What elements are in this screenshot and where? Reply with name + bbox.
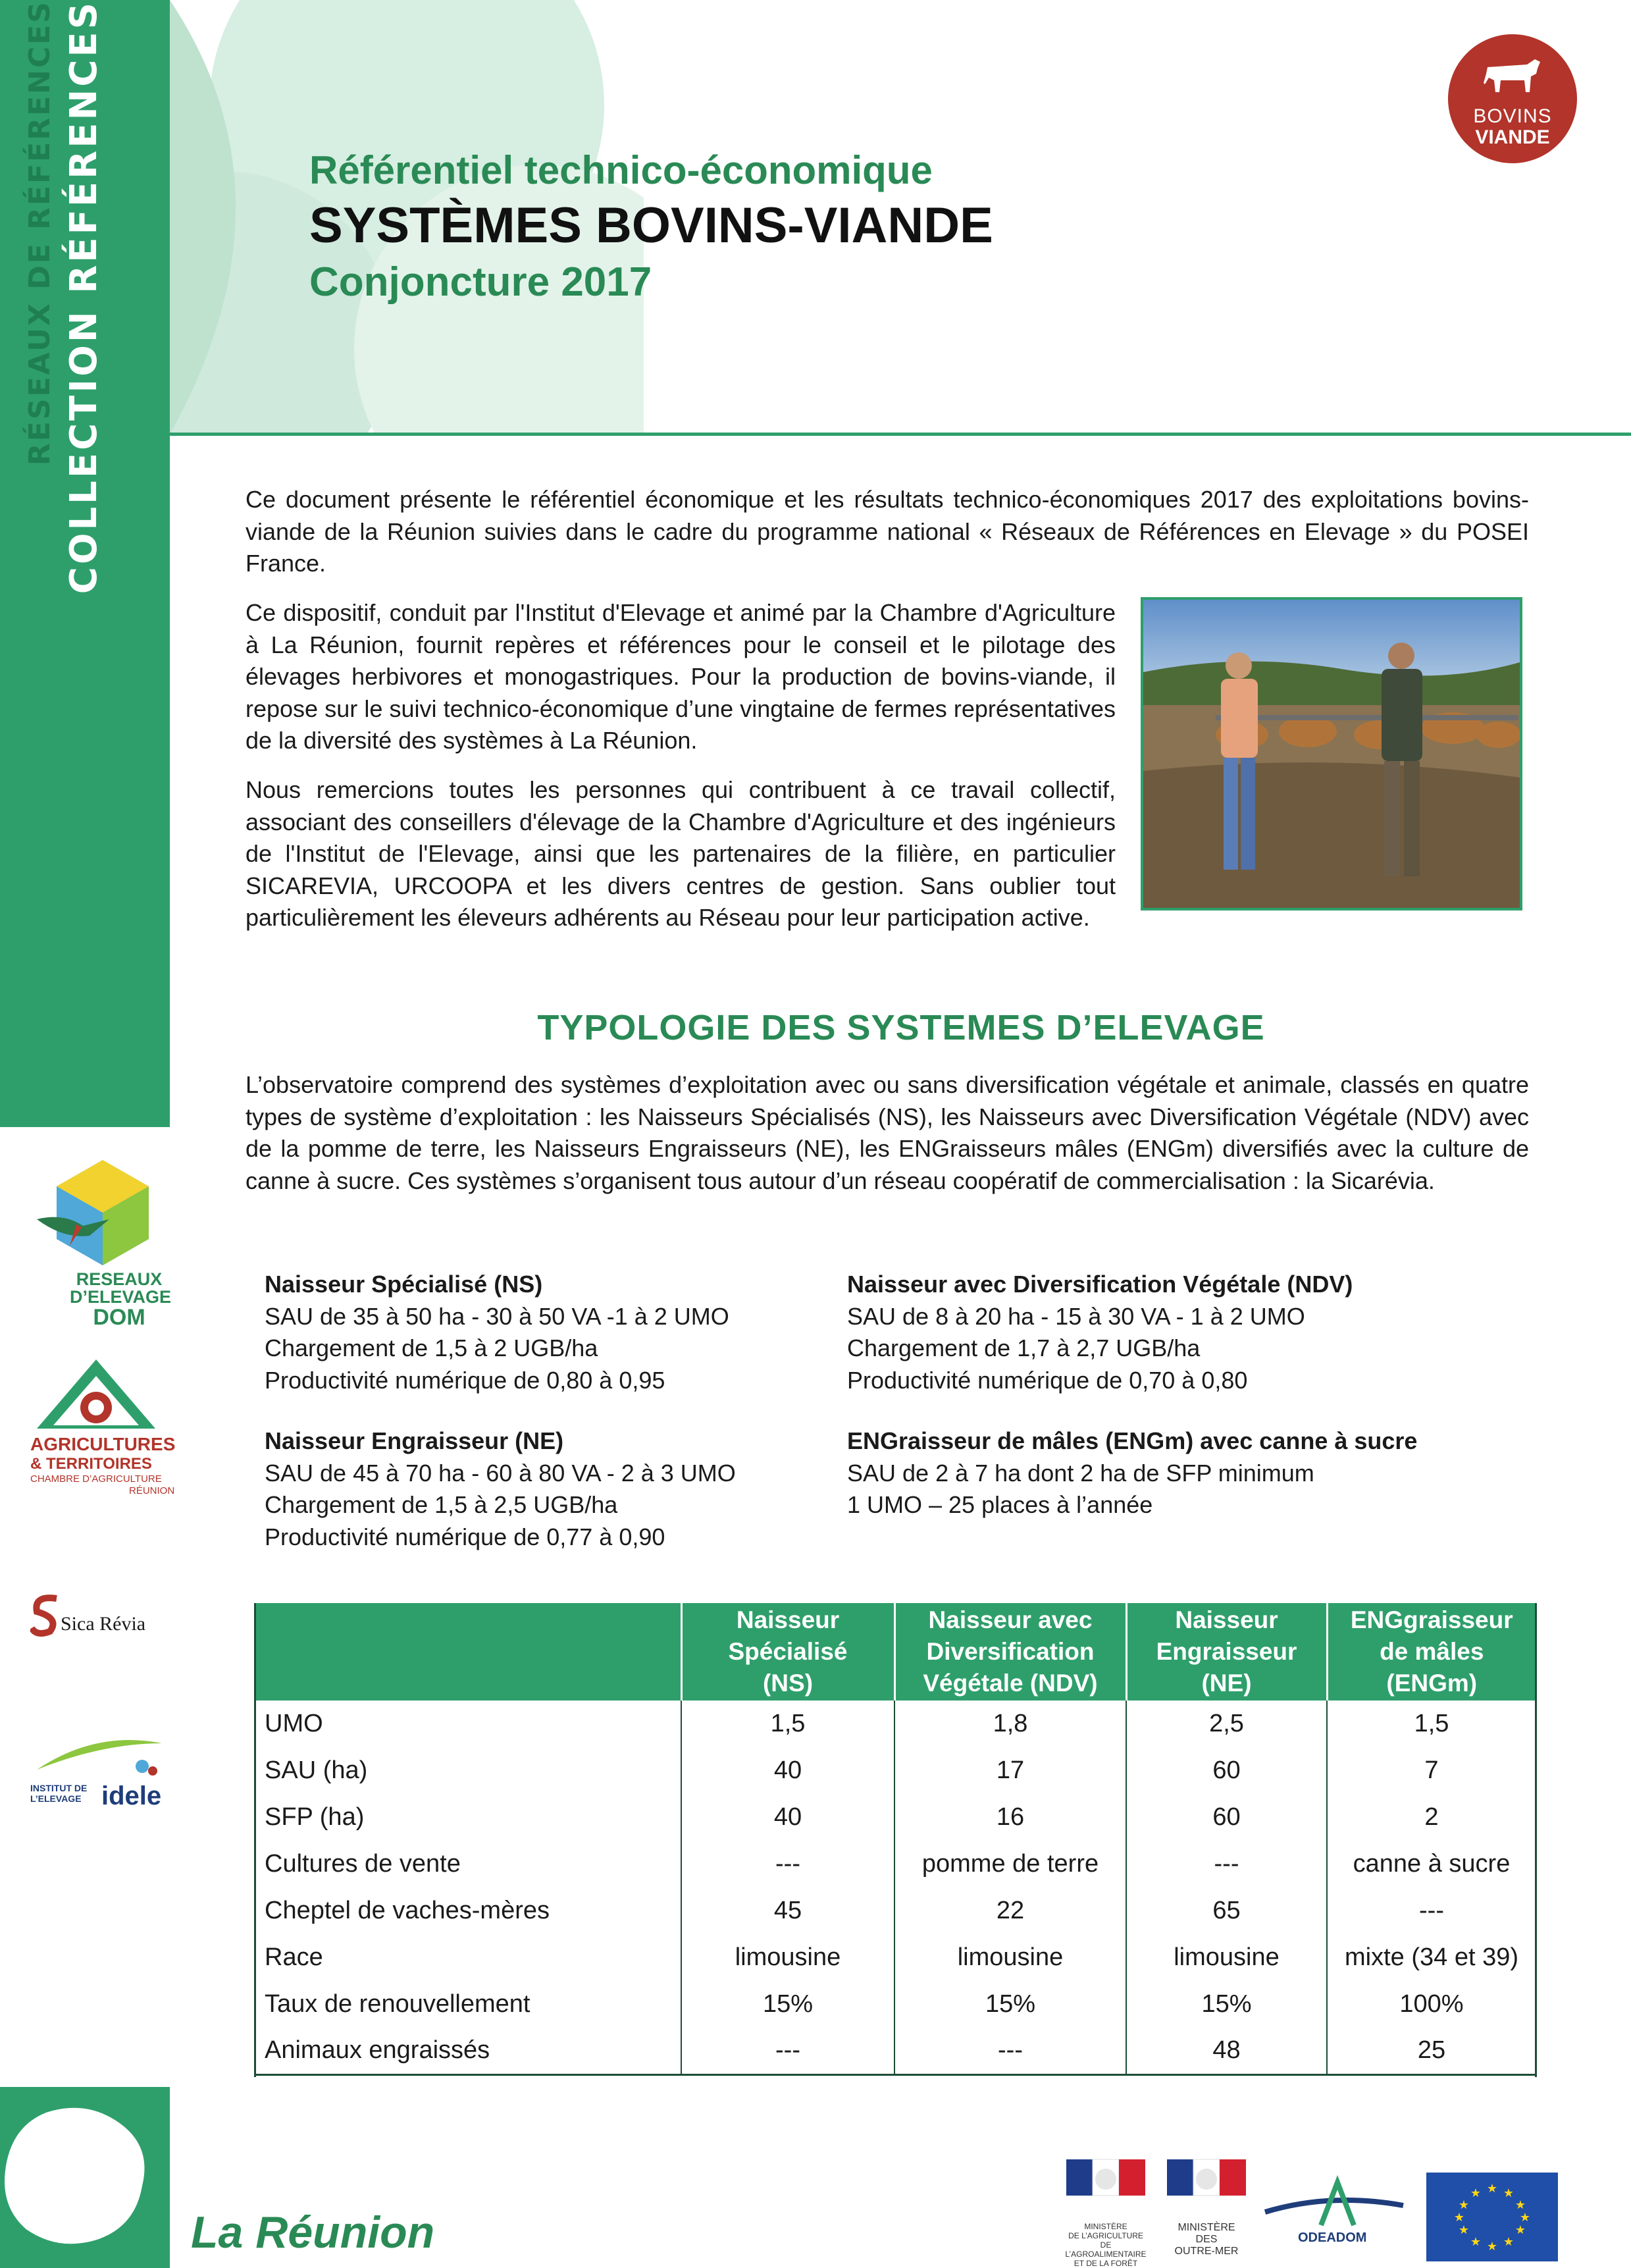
system-ns-title: Naisseur Spécialisé (NS) bbox=[265, 1271, 543, 1298]
system-ndv bbox=[847, 1269, 1353, 1396]
odeadom-logo bbox=[1258, 2173, 1410, 2252]
row-label: Animaux engraissés bbox=[255, 2028, 681, 2074]
table-header-cell bbox=[681, 1603, 894, 1701]
table-cell: 45 bbox=[681, 1887, 894, 1934]
table-cell: 2 bbox=[1424, 1803, 1439, 1831]
row-label: SAU (ha) bbox=[255, 1747, 681, 1794]
svg-text:★: ★ bbox=[1470, 2235, 1482, 2249]
header-line: (NS) bbox=[762, 1670, 814, 1697]
reseaux-elevage-dom-logo bbox=[30, 1153, 172, 1338]
system-engm bbox=[847, 1425, 1417, 1521]
system-ns-line-3: Productivité numérique de 0,80 à 0,95 bbox=[265, 1366, 665, 1394]
table-row bbox=[255, 1841, 1536, 1887]
table-cell: 40 bbox=[681, 1794, 894, 1841]
table-row bbox=[255, 2028, 1536, 2074]
row-label: Cheptel de vaches-mères bbox=[255, 1887, 681, 1934]
header-line: Végétale (NDV) bbox=[923, 1670, 1098, 1697]
ministere-line: ET DE LA FORÊT bbox=[1074, 2259, 1138, 2268]
svg-text:★: ★ bbox=[1503, 2186, 1514, 2200]
table-cell: 60 bbox=[1126, 1794, 1327, 1841]
ministere-outre-mer-logo bbox=[1160, 2156, 1253, 2268]
table-header-row bbox=[255, 1603, 1536, 1701]
table-cell: 15% bbox=[1126, 1981, 1327, 2028]
table-header-cell bbox=[255, 1603, 681, 1701]
system-engm-line-1: SAU de 2 à 7 ha dont 2 ha de SFP minimum bbox=[847, 1459, 1314, 1487]
table-header-cell bbox=[1126, 1603, 1327, 1701]
idele-small-line: L’ELEVAGE bbox=[30, 1793, 82, 1804]
table-cell: 7 bbox=[1424, 1756, 1439, 1784]
ministere-agriculture-logo bbox=[1060, 2156, 1152, 2268]
agri-line-2: & TERRITOIRES bbox=[30, 1455, 152, 1473]
ministere-agriculture-text bbox=[1060, 2222, 1152, 2268]
region-name: La Réunion bbox=[191, 2207, 435, 2257]
table-header-cell bbox=[1327, 1603, 1536, 1701]
table-cell: 15% bbox=[894, 1981, 1126, 2028]
ministere-line: DE L’AGRICULTURE bbox=[1068, 2231, 1143, 2240]
idele-swoosh-icon bbox=[30, 1730, 168, 1783]
header-rule bbox=[170, 433, 1631, 436]
table-row bbox=[255, 1981, 1536, 2028]
svg-text:★: ★ bbox=[1458, 2223, 1470, 2237]
systems-comparison-table bbox=[255, 1603, 1536, 2076]
marianne-icon bbox=[1060, 2156, 1152, 2209]
system-ns bbox=[265, 1269, 729, 1396]
table-cell: limousine bbox=[1126, 1934, 1327, 1981]
table-cell: 17 bbox=[894, 1747, 1126, 1794]
row-label: SFP (ha) bbox=[255, 1794, 681, 1841]
system-ns-line-1: SAU de 35 à 50 ha - 30 à 50 VA -1 à 2 UMO bbox=[265, 1302, 729, 1330]
svg-text:★: ★ bbox=[1470, 2186, 1482, 2200]
table-cell: --- bbox=[894, 2028, 1126, 2074]
cow-icon bbox=[1481, 54, 1544, 100]
idele-small-line: INSTITUT DE bbox=[30, 1783, 88, 1793]
table-cell: canne à sucre bbox=[1353, 1850, 1511, 1878]
table-row bbox=[255, 1701, 1536, 1747]
system-ne-line-2: Chargement de 1,5 à 2,5 UGB/ha bbox=[265, 1491, 618, 1518]
badge-line-2: VIANDE bbox=[1475, 126, 1550, 148]
odeadom-text: ODEADOM bbox=[1298, 2230, 1367, 2245]
collection-line-2: COLLECTION RÉFÉRENCES bbox=[63, 0, 105, 594]
table-cell: mixte (34 et 39) bbox=[1345, 1943, 1518, 1971]
system-ne-title: Naisseur Engraisseur (NE) bbox=[265, 1427, 564, 1454]
badge-line-1: BOVINS bbox=[1473, 105, 1552, 127]
table-cell: 2,5 bbox=[1126, 1701, 1327, 1747]
typology-section-title: TYPOLOGIE DES SYSTEMES D’ELEVAGE bbox=[537, 1008, 1265, 1047]
idele-name: idele bbox=[101, 1781, 162, 1810]
agri-line-4: RÉUNION bbox=[129, 1485, 175, 1496]
sica-revia-logo bbox=[30, 1592, 168, 1645]
farm-photo bbox=[1141, 597, 1522, 910]
system-ndv-line-1: SAU de 8 à 20 ha - 15 à 30 VA - 1 à 2 UMO bbox=[847, 1302, 1305, 1330]
system-engm-title: ENGraisseur de mâles (ENGm) avec canne à sucre bbox=[847, 1427, 1418, 1454]
svg-text:★: ★ bbox=[1458, 2198, 1470, 2212]
sica-revia-text: Sica Révia bbox=[61, 1613, 146, 1635]
system-ne-line-1: SAU de 45 à 70 ha - 60 à 80 VA - 2 à 3 UMO bbox=[265, 1459, 736, 1487]
table-row bbox=[255, 1794, 1536, 1841]
idele-small-text bbox=[30, 1783, 87, 1804]
document-title: SYSTÈMES BOVINS-VIANDE bbox=[309, 198, 993, 253]
table-cell: pomme de terre bbox=[894, 1841, 1126, 1887]
row-label: UMO bbox=[255, 1701, 681, 1747]
table-cell: 65 bbox=[1126, 1887, 1327, 1934]
table-cell: --- bbox=[681, 2028, 894, 2074]
table-cell: limousine bbox=[894, 1934, 1126, 1981]
svg-text:★: ★ bbox=[1486, 2182, 1498, 2196]
sica-s-icon bbox=[30, 1592, 63, 1638]
table-cell: 48 bbox=[1126, 2028, 1327, 2074]
header-line: Naisseur avec bbox=[928, 1606, 1093, 1633]
table-row bbox=[255, 1934, 1536, 1981]
svg-text:★: ★ bbox=[1503, 2235, 1514, 2249]
ministere-line: MINISTÈRE bbox=[1178, 2222, 1235, 2233]
system-ne bbox=[265, 1425, 736, 1553]
collection-vertical-title bbox=[20, 0, 151, 632]
system-ndv-line-3: Productivité numérique de 0,70 à 0,80 bbox=[847, 1366, 1248, 1394]
table-cell: 1,8 bbox=[894, 1701, 1126, 1747]
logo-line: D’ELEVAGE bbox=[70, 1287, 172, 1307]
marianne-icon bbox=[1160, 2156, 1253, 2209]
table-cell: 25 bbox=[1327, 2028, 1536, 2074]
header-line: Diversification bbox=[926, 1638, 1095, 1665]
table-row bbox=[255, 1747, 1536, 1794]
intro-paragraph-2: Ce dispositif, conduit par l'Institut d'Elevage et animé par la Chambre d'Agriculture à La Réunion, fournit repères et références pour le conseil et le pilotage des élevages herbivores et monogastriques. Pour la production de bovins-viande, il repose sur le suivi technico-économique d’une vingtaine de fermes représentatives de la diversité des systèmes à La Réunion. bbox=[246, 599, 1116, 754]
ministere-line: DE L’AGROALIMENTAIRE bbox=[1065, 2240, 1147, 2259]
svg-text:★: ★ bbox=[1453, 2211, 1465, 2225]
table-cell: 60 bbox=[1126, 1747, 1327, 1794]
table-cell: 40 bbox=[681, 1747, 894, 1794]
svg-text:★: ★ bbox=[1486, 2240, 1498, 2254]
agri-line-1: AGRICULTURES bbox=[30, 1434, 176, 1454]
document-edition: Conjoncture 2017 bbox=[309, 259, 652, 305]
eu-stars-icon bbox=[1426, 2173, 1558, 2261]
ministere-line: OUTRE-MER bbox=[1174, 2246, 1239, 2257]
table-cell: --- bbox=[681, 1841, 894, 1887]
table-cell: 100% bbox=[1399, 1990, 1464, 2018]
table-cell: limousine bbox=[681, 1934, 894, 1981]
bovins-viande-badge bbox=[1448, 34, 1577, 163]
idele-logo bbox=[30, 1730, 168, 1816]
table-cell: 22 bbox=[894, 1887, 1126, 1934]
row-label: Race bbox=[255, 1934, 681, 1981]
system-ns-line-2: Chargement de 1,5 à 2 UGB/ha bbox=[265, 1334, 598, 1361]
farm-photo-illustration bbox=[1143, 600, 1520, 908]
european-union-flag bbox=[1426, 2173, 1558, 2261]
ministere-line: MINISTÈRE bbox=[1084, 2222, 1127, 2231]
system-ndv-line-2: Chargement de 1,7 à 2,7 UGB/ha bbox=[847, 1334, 1201, 1361]
header-line: Engraisseur bbox=[1156, 1638, 1297, 1665]
table-cell: 1,5 bbox=[681, 1701, 894, 1747]
header-line: (NE) bbox=[1201, 1670, 1252, 1697]
svg-text:★: ★ bbox=[1519, 2211, 1531, 2225]
typology-paragraph: L’observatoire comprend des systèmes d’exploitation avec ou sans diversification végétale et animale, classés en quatre types de système d’exploitation : les Naisseurs Spécialisés (NS), les Naisseurs avec Diversification Végétale (NDV) avec de la pomme de terre, les Naisseurs Engraisseurs (NE), les ENGraisseurs mâles (ENGm) diversifiés avec la culture de canne à sucre. Ces systèmes s’organisent tous autour d’un réseau coopératif de commercialisation : la Sicarévia. bbox=[246, 1071, 1529, 1194]
ministere-line: DES bbox=[1195, 2234, 1218, 2245]
table-cell: --- bbox=[1419, 1897, 1444, 1924]
svg-text:★: ★ bbox=[1514, 2223, 1526, 2237]
table-cell: --- bbox=[1126, 1841, 1327, 1887]
chambre-agriculture-logo bbox=[30, 1356, 176, 1508]
system-engm-line-2: 1 UMO – 25 places à l’année bbox=[847, 1491, 1153, 1518]
system-ndv-title: Naisseur avec Diversification Végétale (NDV) bbox=[847, 1271, 1353, 1298]
table-cell: 15% bbox=[681, 1981, 894, 2028]
system-ne-line-3: Productivité numérique de 0,77 à 0,90 bbox=[265, 1523, 665, 1550]
logo-line: DOM bbox=[93, 1305, 145, 1330]
table-cell: 1,5 bbox=[1414, 1710, 1449, 1737]
intro-paragraph-3: Nous remercions toutes les personnes qui contribuent à ce travail collectif, associant des conseillers d'élevage de la Chambre d'Agriculture et des ingénieurs de l'Institut de l'Elevage, ainsi que les partenaires de la filière, en particulier SICAREVIA, URCOOPA et les divers centres de gestion. Sans oublier tout particulièrement les éleveurs adhérents au Réseau pour leur participation active. bbox=[246, 776, 1116, 931]
svg-text:★: ★ bbox=[1514, 2198, 1526, 2212]
logo-line: RESEAUX bbox=[76, 1269, 163, 1289]
intro-paragraph-1: Ce document présente le référentiel économique et les résultats technico-économiques 2017 des exploitations bovins-viande de la Réunion suivies dans le cadre du programme national « Réseaux de Références en Elevage » du POSEI France. bbox=[246, 486, 1529, 577]
reunion-island-map-icon bbox=[0, 2087, 170, 2268]
reseaux-dom-text bbox=[70, 1269, 172, 1330]
row-label: Cultures de vente bbox=[255, 1841, 681, 1887]
header-line: Naisseur bbox=[1175, 1606, 1278, 1633]
agri-line-3: CHAMBRE D’AGRICULTURE bbox=[30, 1473, 162, 1485]
hexagon-bird-icon bbox=[30, 1153, 162, 1272]
header-line: (ENGm) bbox=[1386, 1670, 1478, 1697]
agri-triangle-icon bbox=[30, 1356, 162, 1434]
header-line: Naisseur bbox=[736, 1606, 840, 1633]
document-subtitle: Référentiel technico-économique bbox=[309, 148, 933, 192]
row-label: Taux de renouvellement bbox=[255, 1981, 681, 2028]
title-block bbox=[309, 145, 993, 309]
odeadom-arrow-icon bbox=[1258, 2173, 1410, 2232]
header-line: Spécialisé bbox=[728, 1638, 848, 1665]
table-row bbox=[255, 1887, 1536, 1934]
collection-line-1: RÉSEAUX DE RÉFÉRENCES bbox=[23, 0, 57, 466]
table-header-cell bbox=[894, 1603, 1126, 1701]
table-cell: 16 bbox=[894, 1794, 1126, 1841]
header-line: de mâles bbox=[1380, 1638, 1484, 1665]
header-line: ENGgraisseur bbox=[1350, 1606, 1513, 1633]
ministere-outre-mer-text bbox=[1160, 2222, 1253, 2257]
